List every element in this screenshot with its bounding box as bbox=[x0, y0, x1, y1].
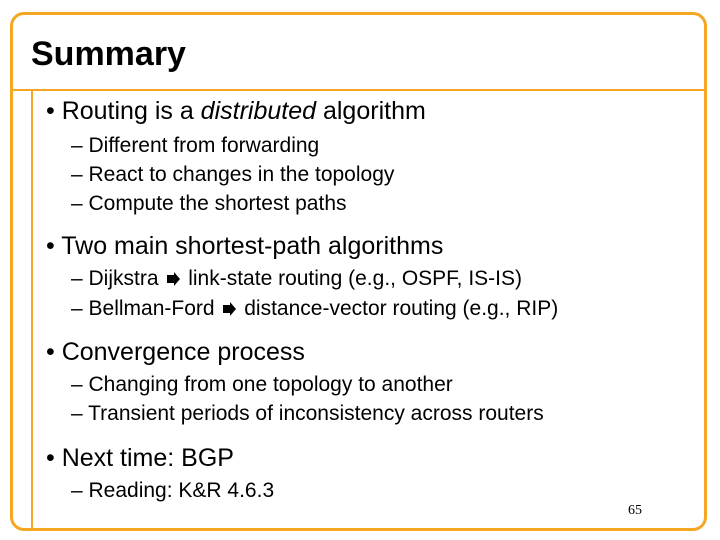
bullet-routing-prefix: • Routing is a bbox=[46, 97, 201, 125]
right-arrow-icon bbox=[220, 296, 238, 321]
sub-bullet: – Different from forwarding bbox=[71, 134, 320, 157]
sub-bullet-bellman-ford bbox=[71, 296, 558, 321]
bullet-convergence: • Convergence process bbox=[46, 338, 305, 366]
algorithm-description: link-state routing (e.g., OSPF, IS-IS) bbox=[188, 267, 523, 290]
sub-bullet: – Transient periods of inconsistency across routers bbox=[71, 402, 544, 425]
sub-bullet-dijkstra bbox=[71, 266, 522, 291]
sub-bullet: – Compute the shortest paths bbox=[71, 192, 347, 215]
page-number: 65 bbox=[628, 503, 642, 518]
sub-bullet: – Changing from one topology to another bbox=[71, 373, 453, 396]
left-margin-rule bbox=[31, 89, 33, 529]
algorithm-name: – Bellman-Ford bbox=[71, 297, 215, 320]
right-arrow-icon bbox=[164, 266, 182, 291]
bullet-routing-suffix: algorithm bbox=[316, 97, 426, 125]
bullet-algorithms: • Two main shortest-path algorithms bbox=[46, 232, 444, 260]
sub-bullet: – Reading: K&R 4.6.3 bbox=[71, 479, 275, 502]
algorithm-name: – Dijkstra bbox=[71, 267, 159, 290]
algorithm-description: distance-vector routing (e.g., RIP) bbox=[244, 297, 559, 320]
title-divider bbox=[13, 89, 705, 91]
bullet-routing-emphasis: distributed bbox=[200, 97, 317, 125]
bullet-next-time: • Next time: BGP bbox=[46, 444, 234, 472]
slide-title: Summary bbox=[31, 35, 186, 73]
sub-bullet: – React to changes in the topology bbox=[71, 163, 395, 186]
bullet-routing bbox=[46, 96, 426, 126]
